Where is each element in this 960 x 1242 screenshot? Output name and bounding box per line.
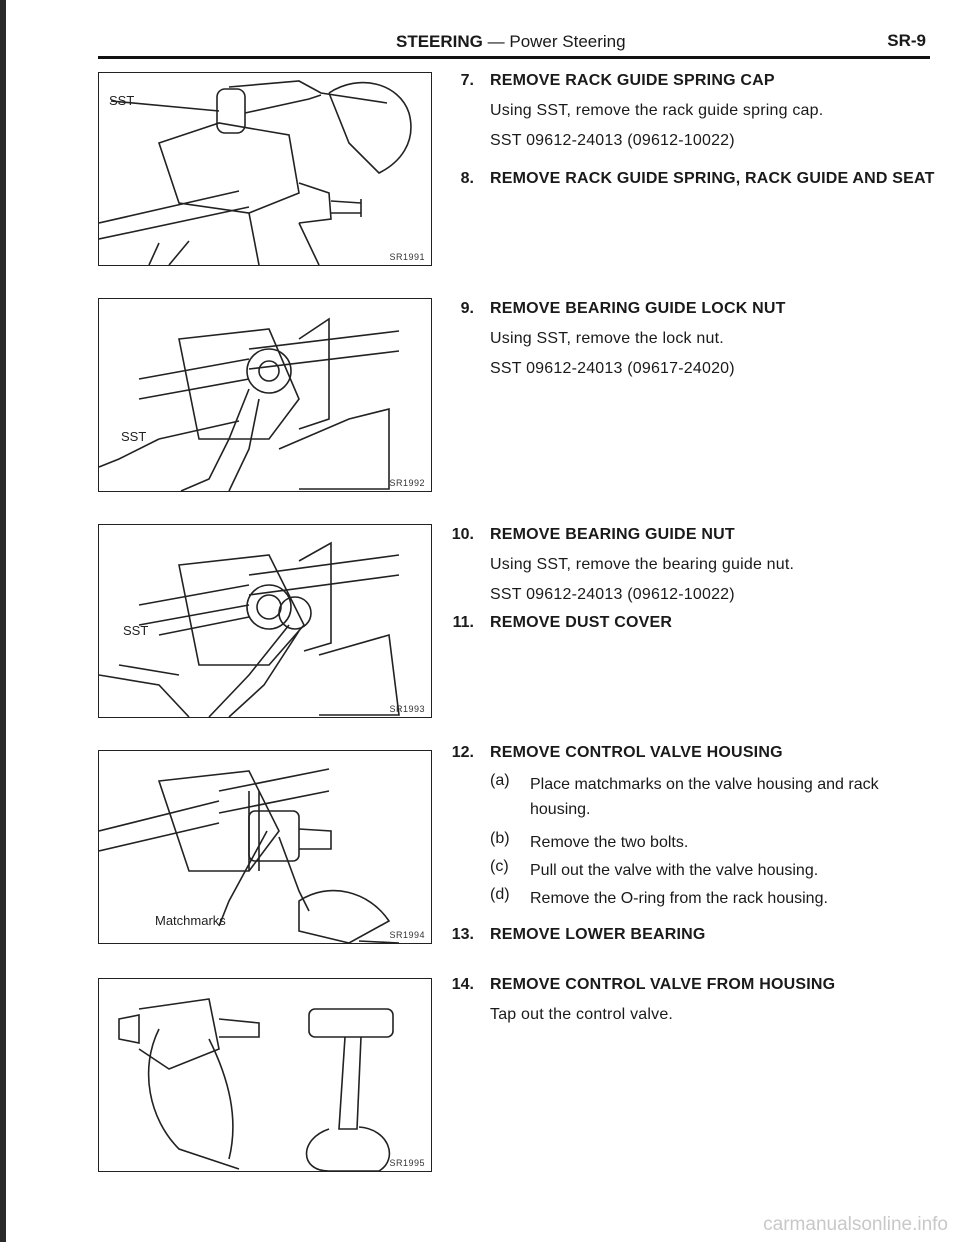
step-title: REMOVE DUST COVER — [490, 614, 673, 631]
header-dash: — — [482, 32, 510, 51]
step-number: 8. — [460, 170, 474, 187]
lock-nut-wrench-illustration — [99, 299, 431, 491]
sub-step-text: Remove the O-ring from the rack housing. — [530, 890, 828, 907]
page-code: SR-9 — [887, 31, 926, 50]
step-title: REMOVE BEARING GUIDE NUT — [490, 526, 735, 543]
step-title: REMOVE RACK GUIDE SPRING, RACK GUIDE AND SEAT — [490, 170, 935, 187]
figure-label-sst: SST — [109, 93, 135, 108]
step-number: 14. — [451, 976, 474, 993]
step-text: Using SST, remove the rack guide spring cap. — [490, 102, 824, 119]
step-title: REMOVE CONTROL VALVE HOUSING — [490, 744, 783, 761]
figure-label-matchmarks: Matchmarks — [155, 913, 226, 928]
header-rule — [98, 56, 930, 59]
step-number: 12. — [451, 744, 474, 761]
step-text: SST 09612-24013 (09612-10022) — [490, 132, 735, 149]
step-number: 9. — [460, 300, 474, 317]
step-title: REMOVE RACK GUIDE SPRING CAP — [490, 72, 775, 89]
figure-valve-housing — [98, 750, 432, 944]
step-text: Tap out the control valve. — [490, 1006, 674, 1023]
page-header — [98, 30, 930, 54]
step-text: Using SST, remove the lock nut. — [490, 330, 724, 347]
guide-nut-wrench-illustration — [99, 525, 431, 717]
figure-code: SR1991 — [389, 252, 425, 262]
step-number: 7. — [460, 72, 474, 89]
valve-housing-illustration — [99, 751, 431, 943]
sub-step-marker: (b) — [490, 830, 510, 847]
sub-step-text: Pull out the valve with the valve housing. — [530, 862, 819, 879]
header-subsection: Power Steering — [509, 32, 626, 51]
step-text: SST 09612-24013 (09617-24020) — [490, 360, 735, 377]
step-title: REMOVE BEARING GUIDE LOCK NUT — [490, 300, 786, 317]
figure-spring-cap — [98, 72, 432, 266]
figure-code: SR1992 — [389, 478, 425, 488]
step-number: 11. — [452, 614, 474, 631]
figure-hammer-tap — [98, 978, 432, 1172]
step-text: SST 09612-24013 (09612-10022) — [490, 586, 735, 603]
binding-edge — [0, 0, 6, 1242]
header-title — [396, 32, 626, 52]
figure-label-sst: SST — [123, 623, 149, 638]
step-title: REMOVE CONTROL VALVE FROM HOUSING — [490, 976, 836, 993]
sub-step-marker: (c) — [490, 858, 509, 875]
sub-step-text: Remove the two bolts. — [530, 834, 689, 851]
figure-code: SR1995 — [389, 1158, 425, 1168]
step-text: Using SST, remove the bearing guide nut. — [490, 556, 795, 573]
hammer-tap-illustration — [99, 979, 431, 1171]
figure-guide-nut — [98, 524, 432, 718]
figure-label-sst: SST — [121, 429, 147, 444]
spring-cap-wrench-illustration — [99, 73, 431, 265]
step-number: 13. — [451, 926, 474, 943]
sub-step-marker: (a) — [490, 772, 510, 789]
sub-step-marker: (d) — [490, 886, 510, 903]
sub-step-text: Place matchmarks on the valve housing and rack housing. — [530, 776, 879, 818]
watermark-footer: carmanualsonline.info — [763, 1214, 948, 1235]
header-section: STEERING — [396, 32, 483, 51]
figure-lock-nut — [98, 298, 432, 492]
figure-code: SR1994 — [389, 930, 425, 940]
figure-code: SR1993 — [389, 704, 425, 714]
step-number: 10. — [451, 526, 474, 543]
step-title: REMOVE LOWER BEARING — [490, 926, 706, 943]
